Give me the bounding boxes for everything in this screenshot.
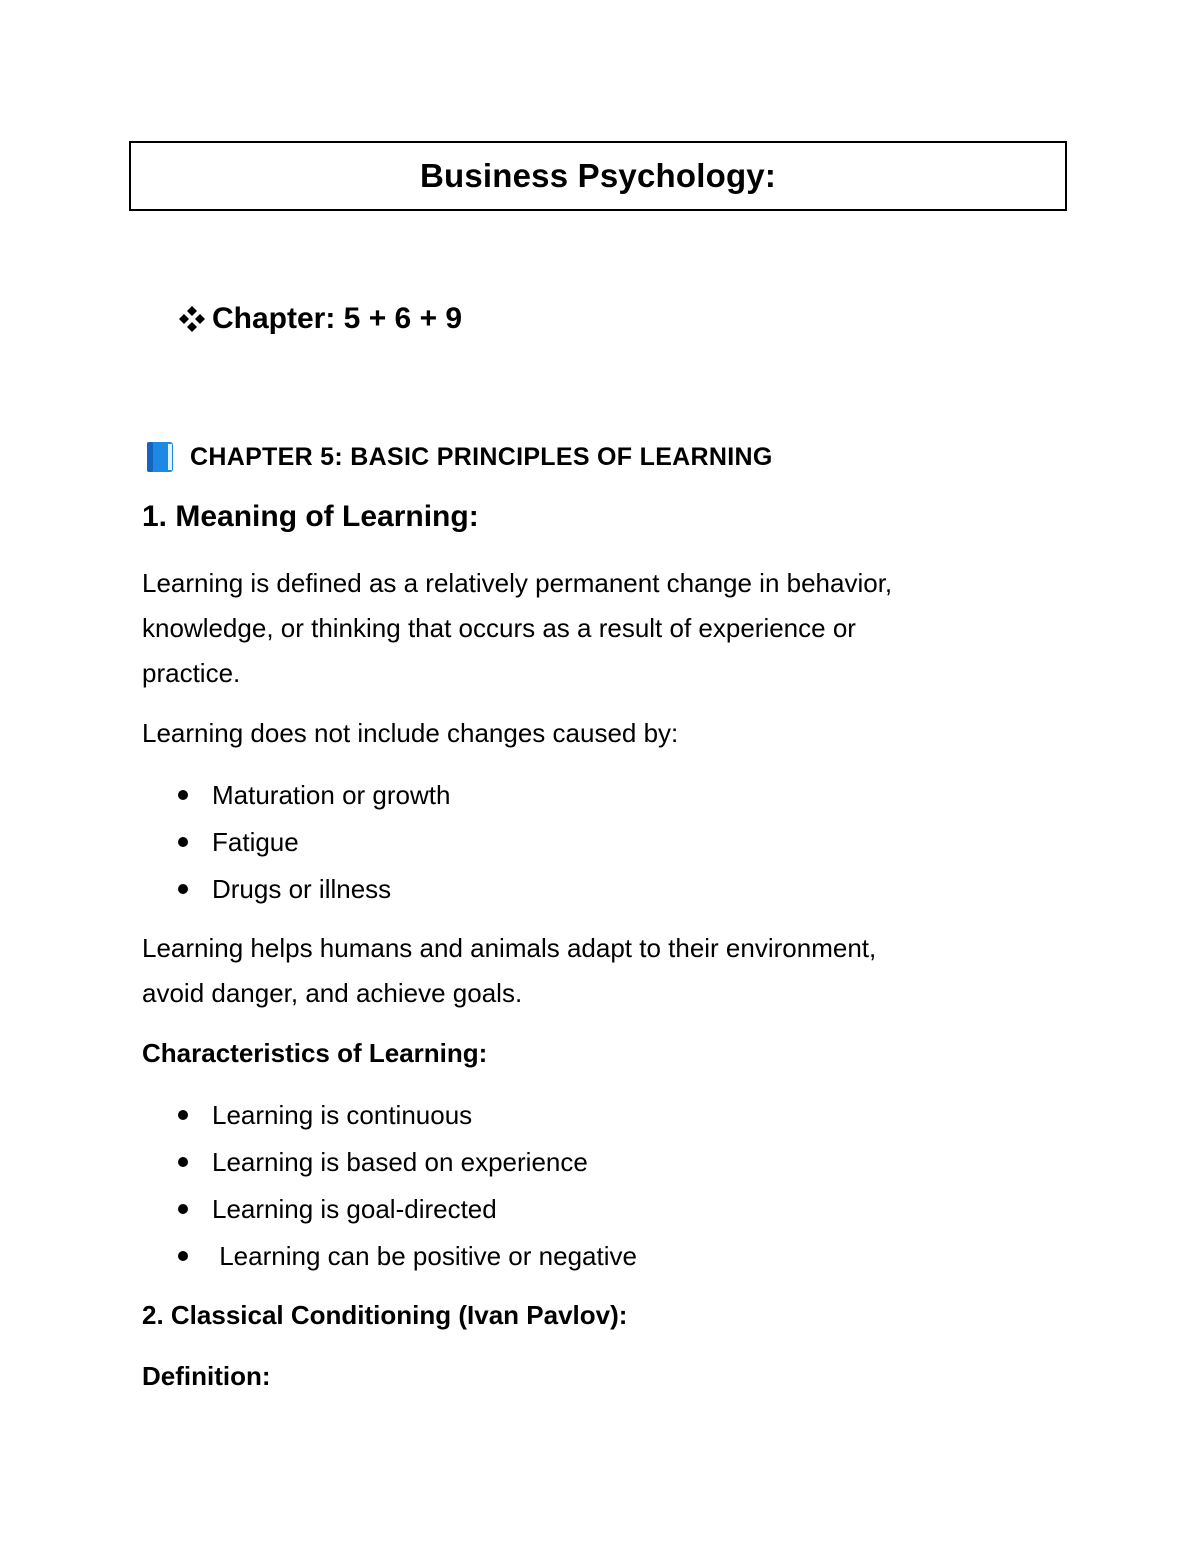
- chapter5-heading-text: CHAPTER 5: BASIC PRINCIPLES OF LEARNING: [190, 442, 773, 471]
- adapt-line: avoid danger, and achieve goals.: [142, 978, 523, 1008]
- bullet-dot-icon: [178, 1251, 188, 1261]
- list-item: Drugs or illness: [142, 869, 450, 916]
- list-item: Learning is goal-directed: [142, 1189, 637, 1236]
- section1-heading: 1. Meaning of Learning:: [142, 500, 479, 533]
- four-diamond-icon: [176, 303, 208, 335]
- characteristics-heading: Characteristics of Learning:: [142, 1038, 488, 1068]
- chapter5-heading: [144, 440, 773, 474]
- bullet-dot-icon: [178, 1110, 188, 1120]
- definition-line: knowledge, or thinking that occurs as a result of experience or: [142, 613, 856, 643]
- exclusions-list: [142, 775, 450, 916]
- list-item: Learning can be positive or negative: [142, 1236, 637, 1283]
- adapt-paragraph: [142, 926, 876, 1016]
- title-box: [129, 141, 1067, 211]
- section2-heading: 2. Classical Conditioning (Ivan Pavlov):: [142, 1300, 628, 1330]
- document-title: Business Psychology:: [419, 157, 777, 194]
- bullet-dot-icon: [178, 884, 188, 894]
- definition-line: practice.: [142, 658, 241, 688]
- definition-heading: Definition:: [142, 1361, 271, 1391]
- bullet-dot-icon: [178, 1157, 188, 1167]
- blue-book-icon: [144, 440, 178, 474]
- bullet-dot-icon: [178, 790, 188, 800]
- list-item: Learning is based on experience: [142, 1142, 637, 1189]
- definition-paragraph: [142, 561, 892, 696]
- exclusions-intro: Learning does not include changes caused by:: [142, 718, 679, 748]
- chapter-line-text: Chapter: 5 + 6 + 9: [212, 302, 463, 335]
- chapter-list-line: [176, 302, 462, 336]
- bullet-dot-icon: [178, 837, 188, 847]
- adapt-line: Learning helps humans and animals adapt to their environment,: [142, 933, 877, 963]
- bullet-dot-icon: [178, 1204, 188, 1214]
- list-item: Learning is continuous: [142, 1095, 637, 1142]
- definition-line: Learning is defined as a relatively permanent change in behavior,: [142, 568, 893, 598]
- list-item: Maturation or growth: [142, 775, 450, 822]
- list-item: Fatigue: [142, 822, 450, 869]
- characteristics-list: [142, 1095, 637, 1283]
